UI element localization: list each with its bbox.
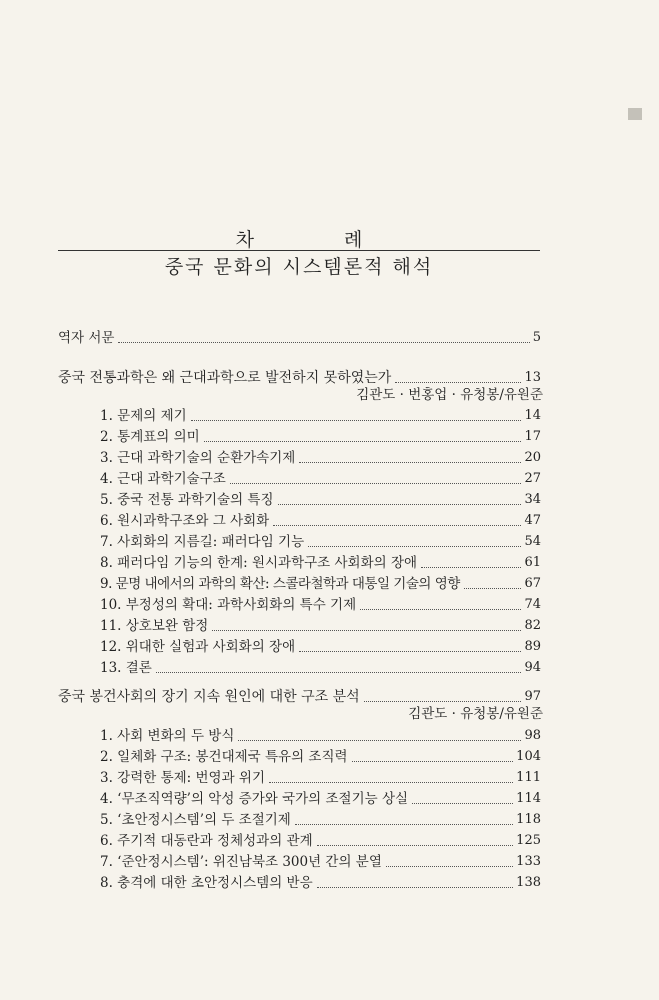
- entry-label: 9. 문명 내에서의 과학의 확산: 스콜라철학과 대통일 기술의 영향: [100, 576, 460, 592]
- entry-page: 82: [524, 618, 541, 633]
- entry-page: 111: [516, 770, 541, 785]
- section-authors: 김관도 · 유청봉/유원준: [408, 706, 543, 722]
- toc-entry[interactable]: [100, 552, 541, 572]
- leader-dots: [317, 845, 514, 846]
- entry-label: 1. 사회 변화의 두 방식: [100, 728, 235, 744]
- entry-label: 1. 문제의 제기: [100, 408, 187, 424]
- leader-dots: [273, 525, 521, 526]
- leader-dots: [295, 824, 513, 825]
- entry-page: 67: [524, 576, 541, 591]
- section-page: 13: [524, 370, 541, 385]
- section-authors: 김관도 · 번홍업 · 유청봉/유원준: [356, 387, 543, 403]
- entry-page: 20: [524, 450, 541, 465]
- leader-dots: [412, 803, 513, 804]
- toc-preface[interactable]: [58, 327, 541, 347]
- entry-label: 5. ‘초안정시스템’의 두 조절기제: [100, 812, 291, 828]
- book-subtitle: 중국 문화의 시스템론적 해석: [164, 256, 434, 278]
- toc-entry[interactable]: [100, 489, 541, 509]
- entry-page: 47: [524, 513, 541, 528]
- entry-page: 14: [524, 408, 541, 423]
- entry-label: 13. 결론: [100, 660, 152, 676]
- leader-dots: [352, 761, 514, 762]
- entry-page: 138: [516, 875, 541, 890]
- leader-dots: [269, 782, 513, 783]
- entry-page: 34: [524, 492, 541, 507]
- entry-label: 5. 중국 전통 과학기술의 특징: [100, 492, 274, 508]
- toc-entry[interactable]: [100, 405, 541, 425]
- toc-title: 차 례: [235, 229, 405, 251]
- entry-label: 7. ‘준안정시스템’: 위진남북조 300년 간의 분열: [100, 854, 382, 870]
- entry-label: 7. 사회화의 지름길: 패러다임 기능: [100, 534, 305, 550]
- leader-dots: [464, 588, 522, 589]
- leader-dots: [118, 342, 529, 343]
- toc-entry[interactable]: [100, 426, 541, 446]
- leader-dots: [299, 651, 521, 652]
- entry-label: 4. ‘무조직역량’의 악성 증가와 국가의 조절기능 상실: [100, 791, 409, 807]
- entry-page: 89: [524, 639, 541, 654]
- toc-entry[interactable]: [100, 594, 541, 614]
- toc-entry[interactable]: [100, 510, 541, 530]
- leader-dots: [395, 382, 521, 383]
- entry-page: 94: [524, 660, 541, 675]
- toc-entry[interactable]: [100, 872, 541, 892]
- toc-entry[interactable]: [100, 725, 541, 745]
- section-title: 중국 봉건사회의 장기 지속 원인에 대한 구조 분석: [58, 689, 360, 705]
- leader-dots: [360, 609, 521, 610]
- entry-label: 6. 주기적 대동란과 정체성과의 관계: [100, 833, 313, 849]
- leader-dots: [191, 420, 522, 421]
- toc-entry[interactable]: [100, 636, 541, 656]
- entry-label: 2. 통계표의 의미: [100, 429, 200, 445]
- leader-dots: [317, 887, 514, 888]
- section-title: 중국 전통과학은 왜 근대과학으로 발전하지 못하였는가: [58, 370, 392, 386]
- leader-dots: [308, 546, 521, 547]
- title-rule: [58, 250, 540, 251]
- toc-section-2[interactable]: [58, 686, 541, 706]
- toc-entry[interactable]: [100, 809, 541, 829]
- entry-label: 4. 근대 과학기술구조: [100, 471, 226, 487]
- toc-entry[interactable]: [100, 468, 541, 488]
- toc-entry[interactable]: [100, 830, 541, 850]
- entry-label: 6. 원시과학구조와 그 사회화: [100, 513, 270, 529]
- entry-page: 54: [524, 534, 541, 549]
- toc-entry[interactable]: [100, 447, 541, 467]
- leader-dots: [204, 441, 522, 442]
- entry-label: 2. 일체화 구조: 봉건대제국 특유의 조직력: [100, 749, 348, 765]
- entry-label: 10. 부정성의 확대: 과학사회화의 특수 기제: [100, 597, 357, 613]
- leader-dots: [278, 504, 522, 505]
- toc-entry[interactable]: [100, 657, 541, 677]
- entry-label: 12. 위대한 실험과 사회화의 장애: [100, 639, 296, 655]
- entry-label: 11. 상호보완 함정: [100, 618, 209, 634]
- entry-page: 114: [516, 791, 541, 806]
- toc-entry[interactable]: [100, 788, 541, 808]
- leader-dots: [156, 672, 522, 673]
- toc-entry[interactable]: [100, 767, 541, 787]
- entry-label: 8. 충격에 대한 초안정시스템의 반응: [100, 875, 313, 891]
- toc-entry[interactable]: [100, 573, 541, 593]
- leader-dots: [212, 630, 521, 631]
- entry-page: 61: [524, 555, 541, 570]
- leader-dots: [238, 740, 521, 741]
- entry-page: 118: [516, 812, 541, 827]
- leader-dots: [421, 567, 521, 568]
- entry-page: 104: [516, 749, 541, 764]
- toc-preface-page: 5: [532, 330, 541, 345]
- page-corner-mark: [628, 108, 642, 120]
- entry-page: 74: [524, 597, 541, 612]
- section-page: 97: [524, 689, 541, 704]
- entry-page: 27: [524, 471, 541, 486]
- entry-page: 98: [524, 728, 541, 743]
- leader-dots: [386, 866, 513, 867]
- toc-entry[interactable]: [100, 531, 541, 551]
- toc-entry[interactable]: [100, 615, 541, 635]
- toc-entry[interactable]: [100, 746, 541, 766]
- leader-dots: [230, 483, 522, 484]
- entry-label: 8. 패러다임 기능의 한계: 원시과학구조 사회화의 장애: [100, 555, 418, 571]
- entry-page: 17: [524, 429, 541, 444]
- entry-label: 3. 강력한 통제: 번영과 위기: [100, 770, 266, 786]
- entry-page: 133: [516, 854, 541, 869]
- entry-page: 125: [516, 833, 541, 848]
- toc-entry[interactable]: [100, 851, 541, 871]
- entry-label: 3. 근대 과학기술의 순환가속기제: [100, 450, 296, 466]
- leader-dots: [299, 462, 521, 463]
- toc-preface-label: 역자 서문: [58, 330, 115, 346]
- toc-section-1[interactable]: [58, 367, 541, 387]
- leader-dots: [364, 701, 522, 702]
